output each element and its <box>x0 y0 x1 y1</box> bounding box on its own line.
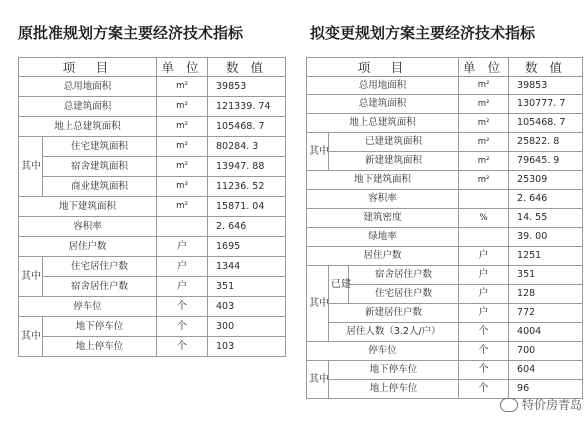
row-label: 宿舍居住户数 <box>349 266 459 285</box>
row-unit: 户 <box>157 237 208 257</box>
row-value: 403 <box>208 297 286 317</box>
row-label: 居住户数 <box>307 247 459 266</box>
group-label: 其中 <box>19 317 43 357</box>
row-unit: 个 <box>157 337 208 357</box>
row-unit: 个 <box>459 342 509 361</box>
row-unit: m² <box>459 77 509 95</box>
row-label: 地上总建筑面积 <box>307 114 459 133</box>
group-label: 其中 <box>307 133 329 171</box>
row-unit: m² <box>459 95 509 114</box>
row-label: 宿舍建筑面积 <box>43 157 157 177</box>
proposed-plan-table <box>306 57 583 399</box>
row-unit: m² <box>157 157 208 177</box>
row-unit: m² <box>157 137 208 157</box>
row-value: 96 <box>509 380 583 399</box>
row-label: 已建建筑面积 <box>329 133 459 152</box>
left-table-title: 原批准规划方案主要经济技术指标 <box>18 24 244 42</box>
group-label: 其中 <box>307 361 329 399</box>
row-label: 住宅居住户数 <box>349 285 459 304</box>
row-label: 总建筑面积 <box>19 97 157 117</box>
header-unit: 单 位 <box>459 58 509 77</box>
header-value: 数 值 <box>509 58 583 77</box>
row-unit <box>157 217 208 237</box>
row-unit: 个 <box>157 297 208 317</box>
row-value: 39853 <box>208 77 286 97</box>
group-label: 其中 <box>19 257 43 297</box>
row-label: 容积率 <box>19 217 157 237</box>
row-label: 总用地面积 <box>307 77 459 95</box>
row-value: 130777. 7 <box>509 95 583 114</box>
row-value: 700 <box>509 342 583 361</box>
row-unit: % <box>459 209 509 228</box>
row-unit: 个 <box>459 323 509 342</box>
row-value: 80284. 3 <box>208 137 286 157</box>
row-value: 105468. 7 <box>509 114 583 133</box>
header-item: 项 目 <box>19 58 157 77</box>
row-unit: m² <box>459 171 509 190</box>
row-label: 停车位 <box>307 342 459 361</box>
row-value: 13947. 88 <box>208 157 286 177</box>
row-unit: 户 <box>459 266 509 285</box>
row-value: 39. 00 <box>509 228 583 247</box>
row-unit: m² <box>459 114 509 133</box>
row-unit: m² <box>157 77 208 97</box>
row-value: 105468. 7 <box>208 117 286 137</box>
row-unit: 个 <box>157 317 208 337</box>
row-value: 772 <box>509 304 583 323</box>
row-value: 11236. 52 <box>208 177 286 197</box>
row-label: 地上总建筑面积 <box>19 117 157 137</box>
row-unit: 户 <box>157 257 208 277</box>
row-unit: 户 <box>459 285 509 304</box>
row-label: 住宅居住户数 <box>43 257 157 277</box>
row-unit: m² <box>157 197 208 217</box>
row-unit: m³ <box>157 177 208 197</box>
row-value: 2. 646 <box>509 190 583 209</box>
row-unit: 个 <box>459 361 509 380</box>
row-label: 地下建筑面积 <box>307 171 459 190</box>
row-unit: 个 <box>459 380 509 399</box>
header-value: 数 值 <box>208 58 286 77</box>
row-label: 住宅建筑面积 <box>43 137 157 157</box>
row-label: 容积率 <box>307 190 459 209</box>
row-label: 总用地面积 <box>19 77 157 97</box>
row-unit <box>459 228 509 247</box>
row-value: 128 <box>509 285 583 304</box>
row-label: 地上停车位 <box>43 337 157 357</box>
watermark <box>500 396 582 413</box>
row-unit: 户 <box>459 247 509 266</box>
row-unit: m² <box>459 133 509 152</box>
row-label: 宿舍居住户数 <box>43 277 157 297</box>
row-value: 2. 646 <box>208 217 286 237</box>
watermark-text: 特价房青岛 <box>521 398 582 412</box>
row-value: 14. 55 <box>509 209 583 228</box>
row-value: 300 <box>208 317 286 337</box>
row-label: 地下停车位 <box>43 317 157 337</box>
row-unit: 户 <box>459 304 509 323</box>
row-value: 39853 <box>509 77 583 95</box>
row-label: 新建建筑面积 <box>329 152 459 171</box>
subgroup-label: 已建 <box>329 266 349 304</box>
row-unit: m² <box>157 117 208 137</box>
group-label: 其中 <box>307 266 329 342</box>
row-value: 25309 <box>509 171 583 190</box>
row-label: 居住户数 <box>19 237 157 257</box>
row-value: 121339. 74 <box>208 97 286 117</box>
row-label: 建筑密度 <box>307 209 459 228</box>
row-value: 351 <box>208 277 286 297</box>
wechat-icon <box>500 398 518 412</box>
header-unit: 单 位 <box>157 58 208 77</box>
row-value: 1251 <box>509 247 583 266</box>
row-label: 地上停车位 <box>329 380 459 399</box>
row-value: 25822. 8 <box>509 133 583 152</box>
row-value: 103 <box>208 337 286 357</box>
row-label: 新建居住户数 <box>329 304 459 323</box>
row-value: 79645. 9 <box>509 152 583 171</box>
row-value: 351 <box>509 266 583 285</box>
right-table-title: 拟变更规划方案主要经济技术指标 <box>310 24 536 42</box>
row-label: 商业建筑面积 <box>43 177 157 197</box>
row-unit <box>459 190 509 209</box>
row-value: 4004 <box>509 323 583 342</box>
row-value: 1695 <box>208 237 286 257</box>
group-label: 其中 <box>19 137 43 197</box>
approved-plan-table <box>18 57 286 357</box>
row-value: 1344 <box>208 257 286 277</box>
row-value: 15871. 04 <box>208 197 286 217</box>
row-label: 地下建筑面积 <box>19 197 157 217</box>
row-label: 总建筑面积 <box>307 95 459 114</box>
row-label: 居住人数（3.2人/户） <box>329 323 459 342</box>
row-label: 地下停车位 <box>329 361 459 380</box>
row-unit: m² <box>157 97 208 117</box>
row-label: 绿地率 <box>307 228 459 247</box>
row-value: 604 <box>509 361 583 380</box>
row-unit: m² <box>459 152 509 171</box>
row-unit: 户 <box>157 277 208 297</box>
header-item: 项 目 <box>307 58 459 77</box>
row-label: 停车位 <box>19 297 157 317</box>
